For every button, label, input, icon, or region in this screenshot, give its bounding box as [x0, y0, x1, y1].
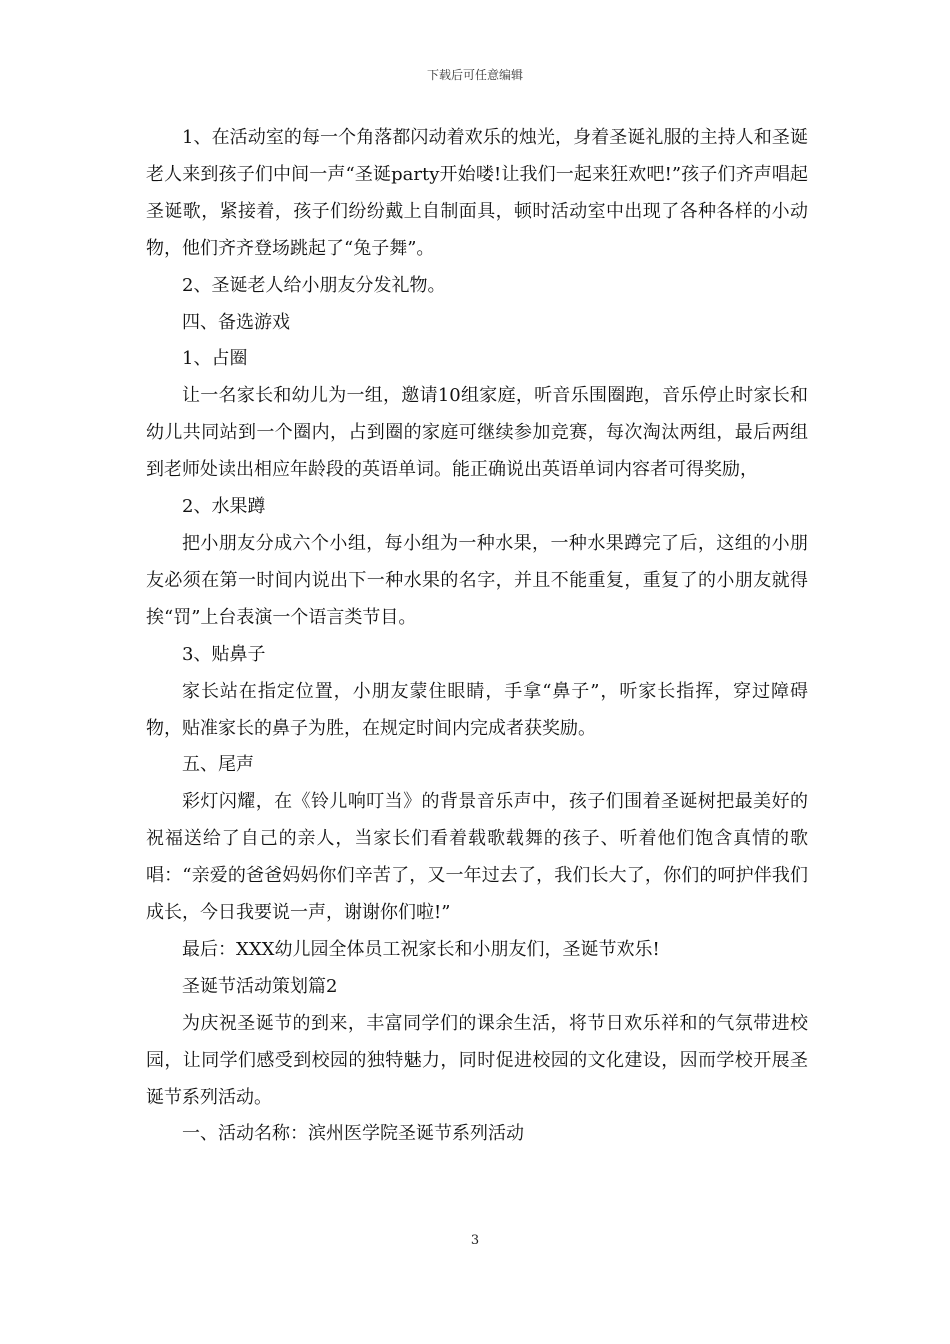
paragraph-activity-1: 1、在活动室的每一个角落都闪动着欢乐的烛光，身着圣诞礼服的主持人和圣诞老人来到孩子们中间一声“圣诞party开始喽!让我们一起来狂欢吧!”孩子们齐声唱起圣诞歌，紧接着，孩子们纷纷戴上自制面具，顿时活动室中出现了各种各样的小动物，他们齐齐登场跳起了“兔子舞”。: [146, 127, 808, 259]
activity-name-heading: 一、活动名称：滨州医学院圣诞节系列活动: [182, 1123, 524, 1145]
article-title-2: 圣诞节活动策划篇2: [182, 975, 338, 997]
game-heading-2: 2、水果蹲: [182, 496, 266, 518]
game-description-3: 家长站在指定位置，小朋友蒙住眼睛，手拿“鼻子”，听家长指挥，穿过障碍物，贴准家长的鼻子为胜，在规定时间内完成者获奖励。: [146, 680, 808, 739]
section-heading-ending: 五、尾声: [182, 754, 254, 776]
article-intro-2: 为庆祝圣诞节的到来，丰富同学们的课余生活，将节日欢乐祥和的气氛带进校园，让同学们感受到校园的独特魅力，同时促进校园的文化建设，因而学校开展圣诞节系列活动。: [146, 1012, 808, 1108]
ending-description: 彩灯闪耀，在《铃儿响叮当》的背景音乐声中，孩子们围着圣诞树把最美好的祝福送给了自己的亲人，当家长们看着载歌载舞的孩子、听着他们饱含真情的歌唱：“亲爱的爸爸妈妈你们辛苦了，又一年过去了，我们长大了，你们的呵护伴我们成长，今日我要说一声，谢谢你们啦!”: [146, 791, 808, 924]
page-header: 下载后可任意编辑: [426, 68, 523, 82]
game-description-1: 让一名家长和幼儿为一组，邀请10组家庭，听音乐围圈跑，音乐停止时家长和幼儿共同站到一个圈内，占到圈的家庭可继续参加竞赛，每次淘汰两组，最后两组到老师处读出相应年龄段的英语单词。能正确说出英语单词内容者可得奖励，: [146, 385, 808, 481]
closing-greeting: 最后：XXX幼儿园全体员工祝家长和小朋友们，圣诞节欢乐!: [182, 938, 660, 960]
document-body: [146, 120, 808, 1153]
page-number: 3: [470, 1233, 480, 1248]
section-heading-backup-games: 四、备选游戏: [182, 311, 290, 333]
paragraph-activity-2: 2、圣诞老人给小朋友分发礼物。: [182, 274, 446, 296]
game-description-2: 把小朋友分成六个小组，每小组为一种水果，一种水果蹲完了后，这组的小朋友必须在第一时间内说出下一种水果的名字，并且不能重复，重复了的小朋友就得挨“罚”上台表演一个语言类节目。: [146, 532, 808, 628]
game-heading-1: 1、占圈: [182, 348, 248, 370]
game-heading-3: 3、贴鼻子: [182, 643, 266, 665]
